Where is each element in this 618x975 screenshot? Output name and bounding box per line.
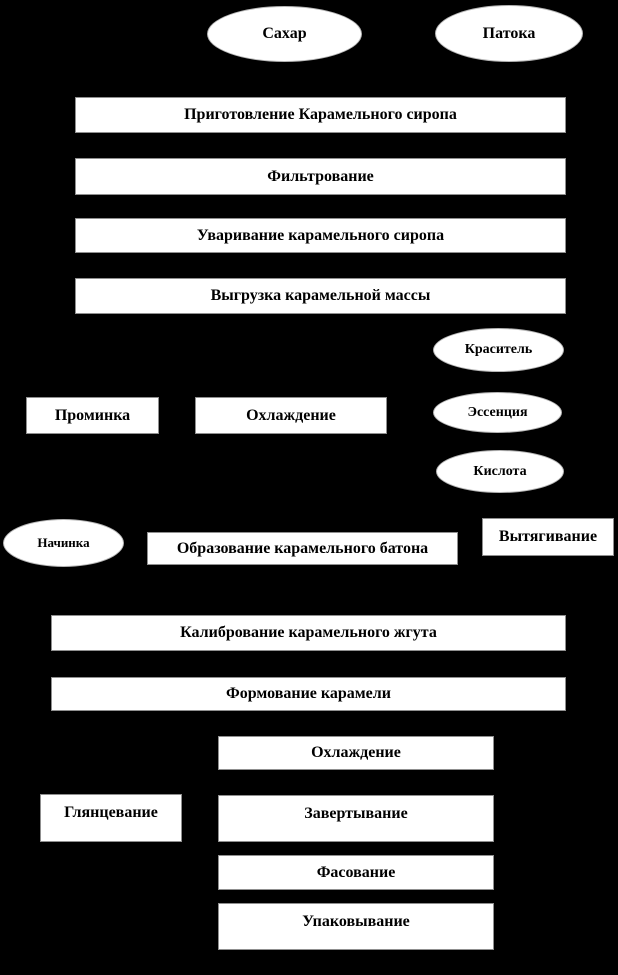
node-filtration: Фильтрование [75, 158, 566, 195]
node-dye: Краситель [433, 328, 564, 372]
node-cooling-2: Охлаждение [218, 736, 494, 770]
node-caramel-molding: Формование карамели [51, 677, 566, 711]
node-syrup-preparation: Приготовление Карамельного сиропа [75, 97, 566, 133]
node-cooling-1: Охлаждение [195, 397, 387, 434]
node-portioning: Фасование [218, 855, 494, 890]
node-acid: Кислота [436, 450, 564, 493]
node-stretching: Вытягивание [482, 518, 614, 556]
node-wrapping: Завертывание [218, 795, 494, 842]
node-syrup-boiling: Уваривание карамельного сиропа [75, 218, 566, 253]
node-kneading: Проминка [26, 397, 159, 434]
node-rope-calibration: Калибрование карамельного жгута [51, 615, 566, 651]
node-molasses: Патока [435, 5, 583, 62]
node-packaging: Упаковывание [218, 903, 494, 950]
node-mass-unloading: Выгрузка карамельной массы [75, 278, 566, 314]
node-glazing: Глянцевание [40, 794, 182, 842]
node-essence: Эссенция [433, 392, 562, 433]
node-filling: Начинка [3, 519, 124, 567]
node-sugar: Сахар [207, 6, 362, 62]
node-loaf-formation: Образование карамельного батона [147, 532, 458, 565]
